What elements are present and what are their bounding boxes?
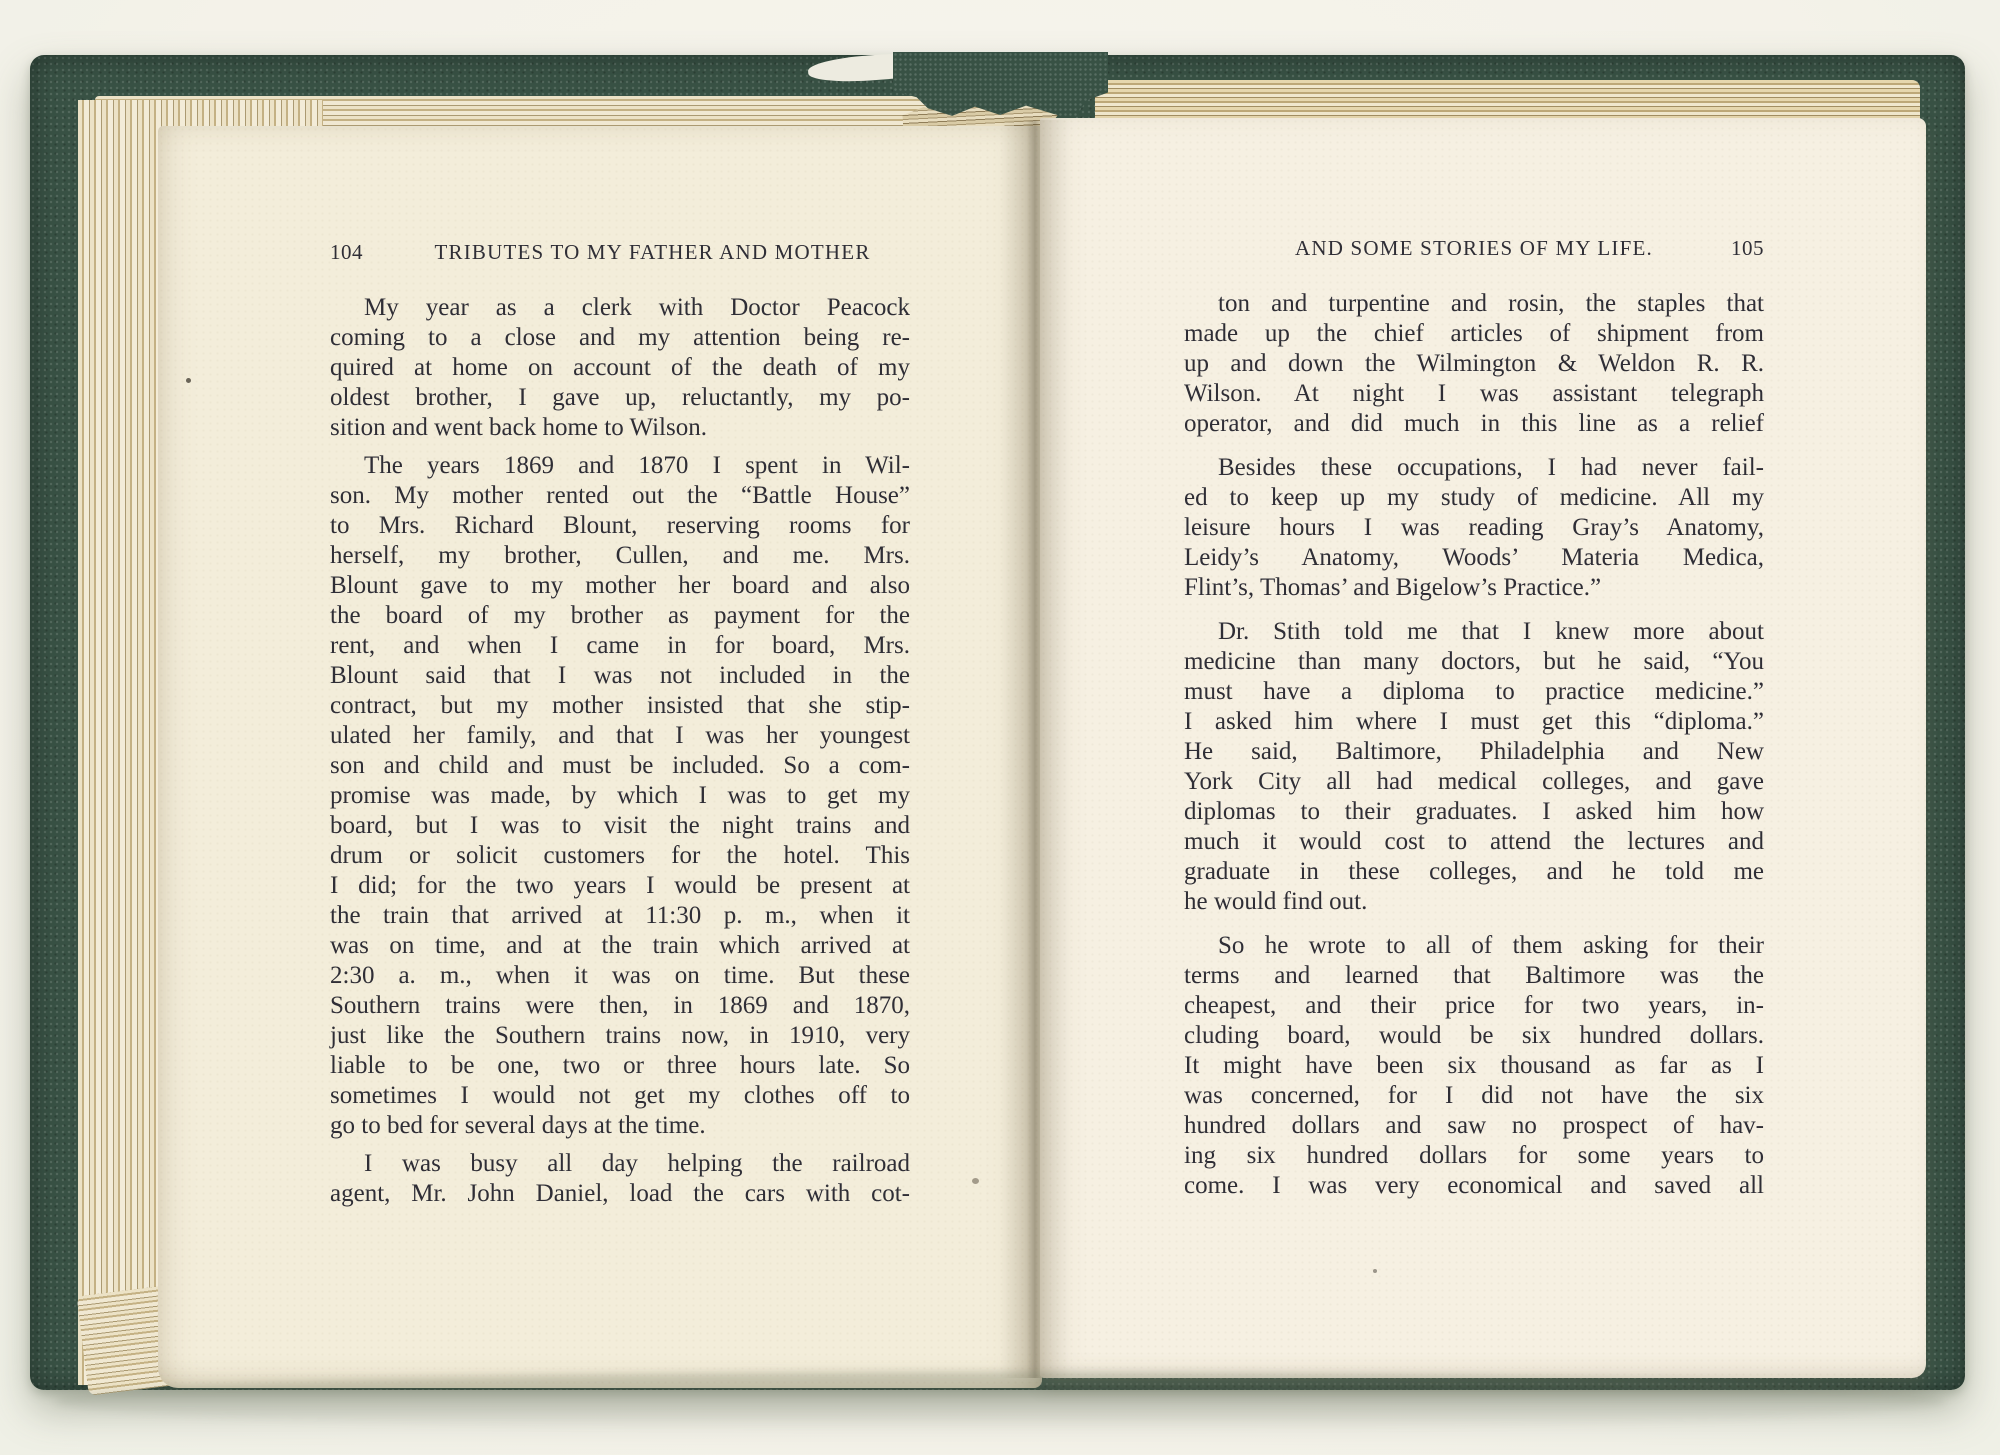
left-page-text [330, 240, 910, 1209]
text-line: operator, and did much in this line as a relief [1184, 410, 1764, 437]
text-line: leisure hours I was reading Gray’s Anatomy, [1184, 514, 1764, 541]
text-line: up and down the Wilmington & Weldon R. R. [1184, 350, 1764, 377]
text-line: sometimes I would not get my clothes off to [330, 1082, 910, 1109]
paragraph [1184, 931, 1764, 1201]
paragraph [330, 293, 910, 443]
right-page-number: 105 [1731, 236, 1764, 260]
text-line: was on time, and at the train which arrived at [330, 932, 910, 959]
paper-speck [1373, 1269, 1377, 1273]
text-line: must have a diploma to practice medicine.” [1184, 678, 1764, 705]
text-line: My year as a clerk with Doctor Peacock [364, 294, 910, 321]
text-line: promise was made, by which I was to get my [330, 782, 910, 809]
text-line: Wilson. At night I was assistant telegraph [1184, 380, 1764, 407]
paragraph [1184, 617, 1764, 917]
text-line: cluding board, would be six hundred dollars. [1184, 1022, 1764, 1049]
text-line: come. I was very economical and saved all [1184, 1172, 1764, 1199]
right-page-body [1184, 289, 1764, 1201]
text-line: I was busy all day helping the railroad [364, 1150, 910, 1177]
text-line: go to bed for several days at the time. [330, 1112, 706, 1139]
text-line: agent, Mr. John Daniel, load the cars with cot- [330, 1180, 910, 1207]
text-line: ulated her family, and that I was her youngest [330, 722, 910, 749]
gutter-shadow [1000, 120, 1070, 1378]
right-running-header [1184, 236, 1764, 261]
text-line: the board of my brother as payment for the [330, 602, 910, 629]
paragraph [330, 1149, 910, 1209]
text-line: son. My mother rented out the “Battle House” [330, 482, 910, 509]
text-line: I did; for the two years I would be present at [330, 872, 910, 899]
text-line: I asked him where I must get this “diploma.” [1184, 708, 1764, 735]
text-line: graduate in these colleges, and he told me [1184, 858, 1764, 885]
text-line: Flint’s, Thomas’ and Bigelow’s Practice.” [1184, 574, 1602, 601]
text-line: ton and turpentine and rosin, the staples that [1218, 290, 1764, 317]
text-line: he would find out. [1184, 888, 1368, 915]
text-line: Blount gave to my mother her board and also [330, 572, 910, 599]
text-line: Southern trains were then, in 1869 and 1870, [330, 992, 910, 1019]
text-line: cheapest, and their price for two years, in- [1184, 992, 1764, 1019]
text-line: medicine than many doctors, but he said, “You [1184, 648, 1764, 675]
paper-speck [972, 1178, 979, 1184]
text-line: drum or solicit customers for the hotel. This [330, 842, 910, 869]
text-line: Blount said that I was not included in the [330, 662, 910, 689]
paragraph [1184, 289, 1764, 439]
text-line: rent, and when I came in for board, Mrs. [330, 632, 910, 659]
right-page-text [1184, 236, 1764, 1215]
left-header-title: TRIBUTES TO MY FATHER AND MOTHER [434, 240, 871, 264]
paper-speck [186, 378, 191, 383]
right-header-title: AND SOME STORIES OF MY LIFE. [1295, 236, 1653, 260]
left-running-header [330, 240, 910, 265]
text-line: coming to a close and my attention being re- [330, 324, 910, 351]
text-line: liable to be one, two or three hours late. So [330, 1052, 910, 1079]
book-drop-shadow [55, 1372, 1945, 1430]
text-line: Besides these occupations, I had never fail- [1218, 454, 1764, 481]
text-line: quired at home on account of the death of my [330, 354, 910, 381]
text-line: to Mrs. Richard Blount, reserving rooms for [330, 512, 910, 539]
text-line: ing six hundred dollars for some years to [1184, 1142, 1764, 1169]
text-line: was concerned, for I did not have the six [1184, 1082, 1764, 1109]
left-page-number: 104 [330, 240, 363, 264]
paragraph [1184, 453, 1764, 603]
left-page-body [330, 293, 910, 1209]
text-line: So he wrote to all of them asking for their [1218, 932, 1764, 959]
text-line: herself, my brother, Cullen, and me. Mrs. [330, 542, 910, 569]
text-line: sition and went back home to Wilson. [330, 414, 707, 441]
text-line: contract, but my mother insisted that she stip- [330, 692, 910, 719]
text-line: Dr. Stith told me that I knew more about [1218, 618, 1764, 645]
text-line: Leidy’s Anatomy, Woods’ Materia Medica, [1184, 544, 1764, 571]
text-line: He said, Baltimore, Philadelphia and New [1184, 738, 1764, 765]
paragraph [330, 451, 910, 1141]
text-line: much it would cost to attend the lectures and [1184, 828, 1764, 855]
text-line: York City all had medical colleges, and gave [1184, 768, 1764, 795]
text-line: just like the Southern trains now, in 1910, very [330, 1022, 910, 1049]
text-line: diplomas to their graduates. I asked him how [1184, 798, 1764, 825]
text-line: hundred dollars and saw no prospect of hav- [1184, 1112, 1764, 1139]
text-line: board, but I was to visit the night trains and [330, 812, 910, 839]
text-line: 2:30 a. m., when it was on time. But these [330, 962, 910, 989]
text-line: made up the chief articles of shipment from [1184, 320, 1764, 347]
text-line: The years 1869 and 1870 I spent in Wil- [364, 452, 910, 479]
text-line: the train that arrived at 11:30 p. m., when it [330, 902, 910, 929]
text-line: ed to keep up my study of medicine. All my [1184, 484, 1764, 511]
text-line: son and child and must be included. So a com- [330, 752, 910, 779]
text-line: It might have been six thousand as far as I [1184, 1052, 1764, 1079]
text-line: oldest brother, I gave up, reluctantly, my po- [330, 384, 910, 411]
text-line: terms and learned that Baltimore was the [1184, 962, 1764, 989]
